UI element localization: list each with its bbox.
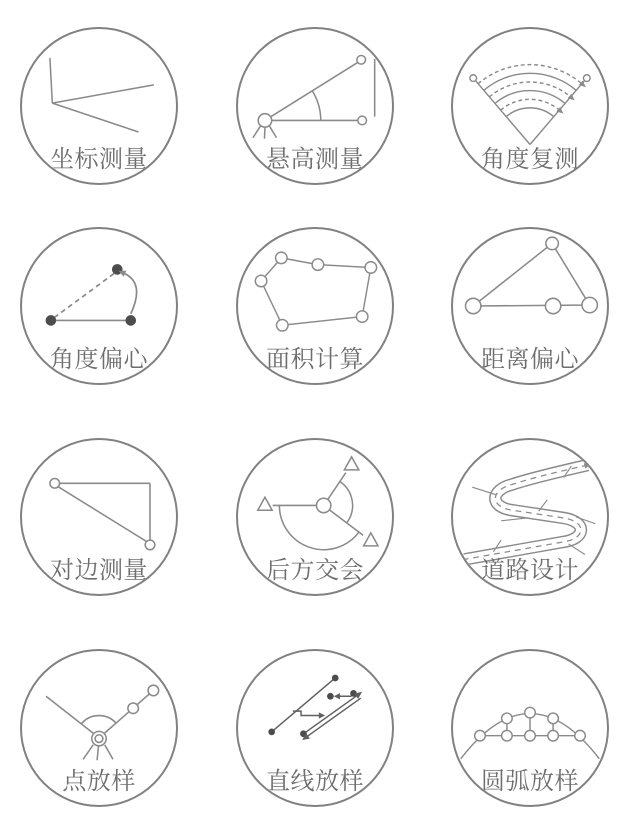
- menu-item-label: 悬高测量: [266, 145, 364, 173]
- menu-item-label: 角度复测: [481, 145, 579, 173]
- menu-item-remote-elevation[interactable]: [236, 27, 394, 185]
- menu-item-angle-repetition[interactable]: [451, 27, 609, 185]
- menu-item-point-stakeout[interactable]: [20, 649, 178, 807]
- menu-item-label: 道路设计: [481, 556, 579, 584]
- menu-item-label: 点放样: [62, 767, 136, 795]
- menu-item-distance-offset[interactable]: [451, 227, 609, 385]
- menu-item-label: 对边测量: [50, 556, 148, 584]
- menu-item-label: 直线放样: [266, 767, 364, 795]
- menu-item-label: 面积计算: [266, 345, 364, 373]
- menu-item-label: 角度偏心: [50, 345, 148, 373]
- menu-item-line-stakeout[interactable]: [236, 649, 394, 807]
- menu-item-road-design[interactable]: [451, 438, 609, 596]
- menu-item-coordinate-measurement[interactable]: [20, 27, 178, 185]
- menu-item-missing-line-measurement[interactable]: [20, 438, 178, 596]
- menu-item-arc-stakeout[interactable]: [451, 649, 609, 807]
- menu-item-label: 后方交会: [266, 556, 364, 584]
- menu-item-area-calculation[interactable]: [236, 227, 394, 385]
- menu-item-resection[interactable]: [236, 438, 394, 596]
- menu-item-label: 坐标测量: [50, 145, 148, 173]
- menu-item-angle-offset[interactable]: [20, 227, 178, 385]
- menu-item-label: 距离偏心: [481, 345, 579, 373]
- menu-item-label: 圆弧放样: [481, 767, 579, 795]
